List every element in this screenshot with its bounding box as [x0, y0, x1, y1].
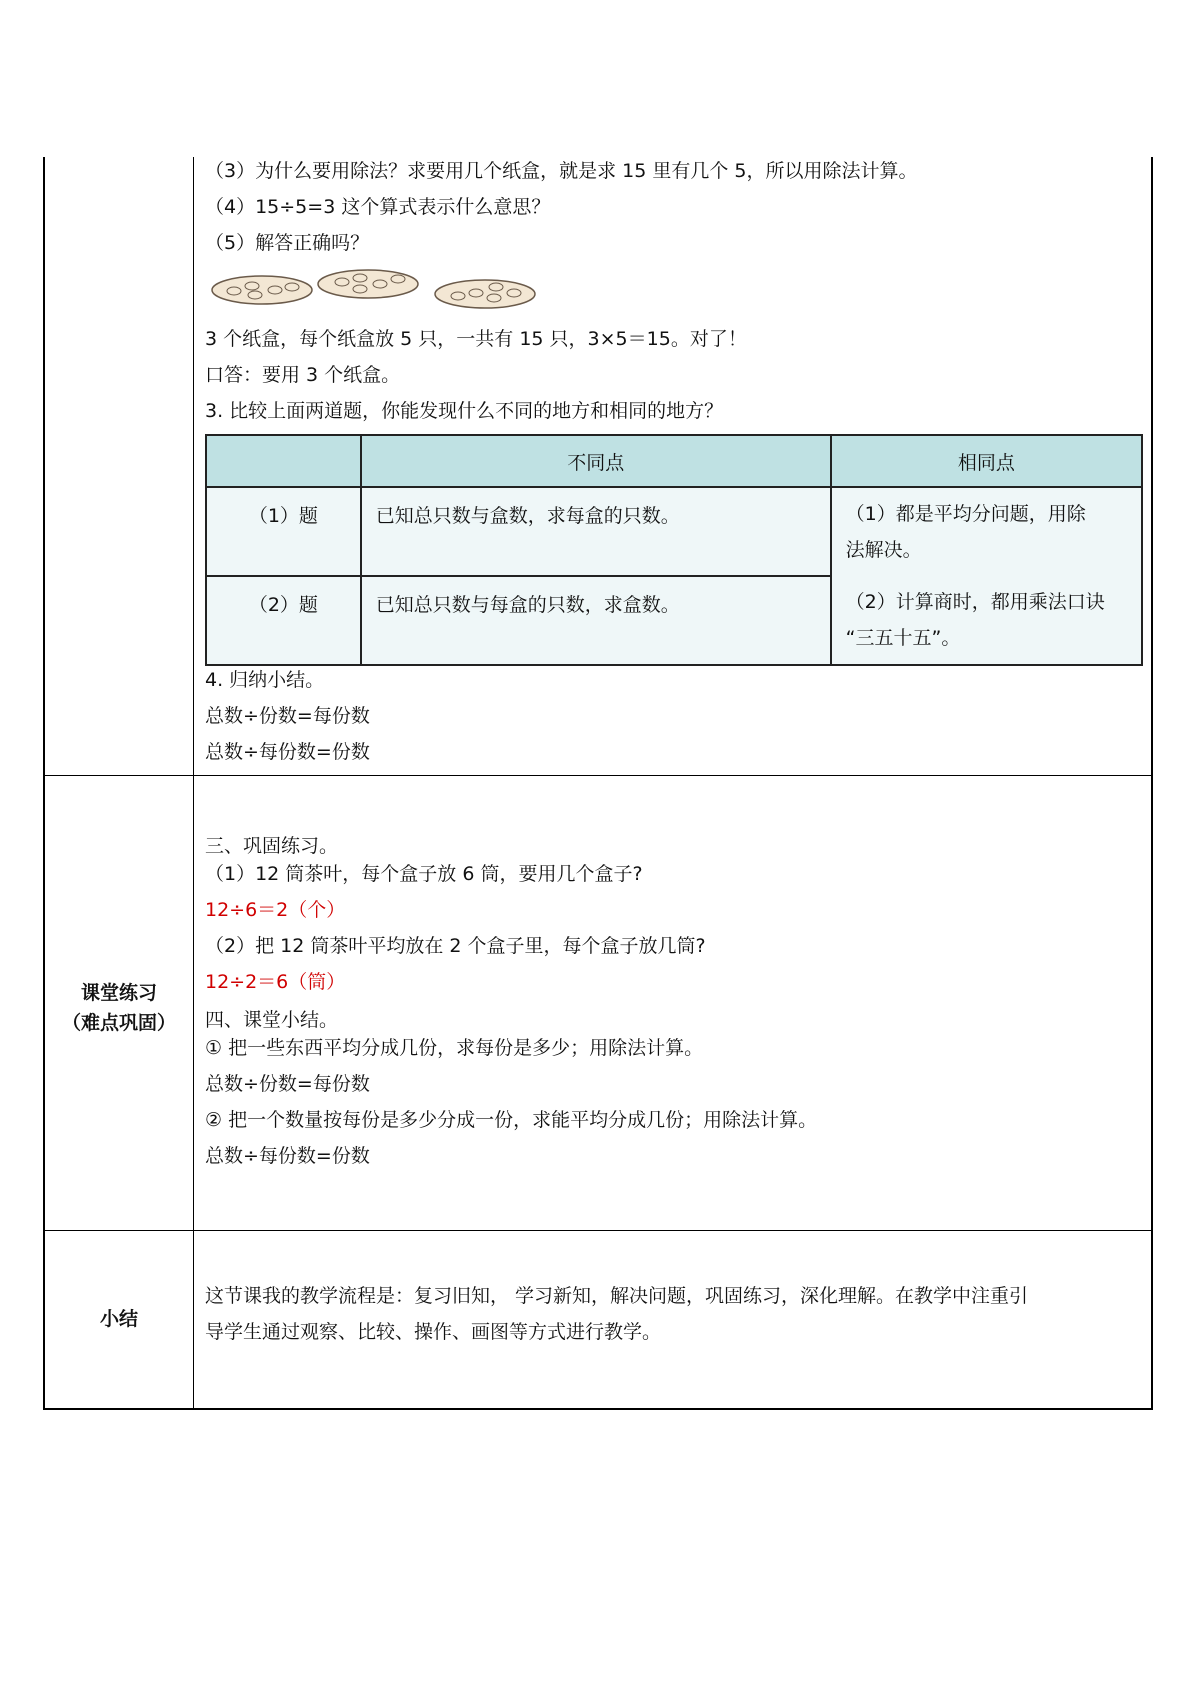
- header-similarities: 相同点: [831, 435, 1142, 487]
- conclusion-line-2: 导学生通过观察、比较、操作、画图等方式进行教学。: [205, 1321, 662, 1343]
- egg-boxes-illustration: [210, 266, 540, 312]
- conclusion-label: 小结: [99, 1308, 138, 1330]
- practice-label-line2: （难点巩固）: [61, 1012, 176, 1034]
- comparison-table: [205, 434, 1143, 666]
- formula-2: 总数÷每份数=份数: [205, 741, 370, 763]
- row2-difference: 已知总只数与每盒的只数，求盒数。: [375, 594, 680, 616]
- summary-formula-2: 总数÷每份数=份数: [205, 1145, 370, 1167]
- row1-difference: 已知总只数与盒数，求每盒的只数。: [375, 505, 680, 527]
- column-divider: [193, 157, 194, 1410]
- practice-label-line1: 课堂练习: [80, 982, 157, 1004]
- conclusion-line-1: 这节课我的教学流程是：复习旧知， 学习新知，解决问题，巩固练习，深化理解。在教学中注重引: [205, 1285, 1029, 1307]
- practice-question-1: （1）12 筒茶叶，每个盒子放 6 筒，要用几个盒子?: [205, 863, 643, 885]
- row2-label: （2）题: [248, 594, 318, 616]
- egg-box-3: [435, 280, 535, 308]
- class-summary-title: 四、课堂小结。: [205, 1009, 339, 1031]
- summary-title: 4. 归纳小结。: [205, 669, 325, 691]
- oral-answer: 口答：要用 3 个纸盒。: [205, 364, 401, 386]
- practice-title: 三、巩固练习。: [205, 835, 339, 857]
- same1-line1: （1）都是平均分问题，用除: [845, 503, 1086, 525]
- egg-box-2: [318, 270, 418, 298]
- check-statement: 3 个纸盒，每个纸盒放 5 只，一共有 15 只，3×5＝15。对了！: [205, 328, 747, 350]
- practice-answer-2: 12÷2＝6（筒）: [205, 971, 346, 993]
- question-5: （5）解答正确吗？: [205, 232, 370, 254]
- egg-box-1: [212, 276, 312, 304]
- practice-question-2: （2）把 12 筒茶叶平均放在 2 个盒子里，每个盒子放几筒?: [205, 935, 706, 957]
- question-4: （4）15÷5=3 这个算式表示什么意思？: [205, 196, 551, 218]
- row-divider-2: [43, 1230, 1153, 1231]
- same2-line2: “三五十五”。: [845, 627, 961, 649]
- header-differences: 不同点: [361, 435, 831, 487]
- question-3: （3）为什么要用除法？求要用几个纸盒，就是求 15 里有几个 5，所以用除法计算。: [205, 160, 918, 182]
- row1-label: （1）题: [248, 505, 318, 527]
- header-blank: [206, 435, 361, 487]
- row-divider-1: [43, 775, 1153, 776]
- practice-label: [45, 978, 193, 1038]
- same1-line2: 法解决。: [845, 539, 922, 561]
- formula-1: 总数÷份数=每份数: [205, 705, 370, 727]
- compare-prompt: 3. 比较上面两道题，你能发现什么不同的地方和相同的地方？: [205, 400, 724, 422]
- summary-formula-1: 总数÷份数=每份数: [205, 1073, 370, 1095]
- practice-answer-1: 12÷6＝2（个）: [205, 899, 346, 921]
- same2-line1: （2）计算商时，都用乘法口诀: [845, 591, 1105, 613]
- similarities-cell: [832, 488, 1141, 664]
- summary-point-2: ② 把一个数量按每份是多少分成一份，求能平均分成几份；用除法计算。: [205, 1109, 818, 1131]
- summary-point-1: ① 把一些东西平均分成几份，求每份是多少；用除法计算。: [205, 1037, 704, 1059]
